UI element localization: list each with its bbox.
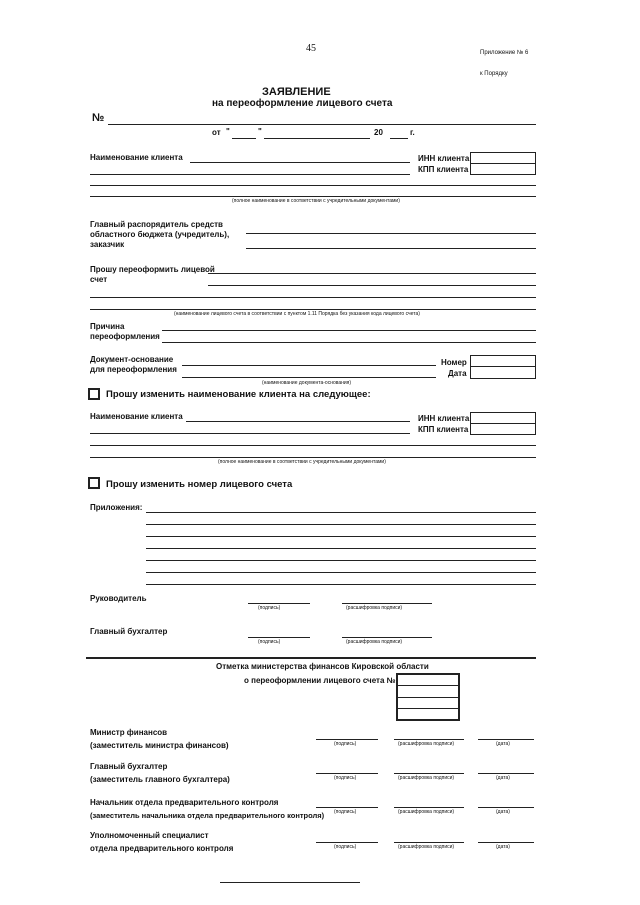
ministry-title: Отметка министерства финансов Кировской области: [216, 662, 429, 671]
chief-accountant-label: Главный бухгалтер: [90, 627, 168, 636]
section-divider: [86, 657, 536, 659]
ministry-row-3-date-caption: (дата): [496, 809, 510, 815]
attachment-line-1[interactable]: [146, 512, 536, 513]
appendix-order: к Порядку: [480, 71, 508, 77]
new-client-name-label: Наименование клиента: [90, 412, 183, 421]
ministry-row-1-label-1: Министр финансов: [90, 728, 168, 737]
basis-date-label: Дата: [448, 369, 467, 378]
ministry-row-1-sign-caption: (подпись): [334, 741, 357, 747]
head-sign-field[interactable]: [248, 603, 310, 604]
ministry-row-4-sign-caption: (подпись): [334, 844, 357, 850]
manager-label-3: заказчик: [90, 240, 125, 249]
ministry-row-4-sign[interactable]: [316, 842, 378, 843]
date-year-field[interactable]: [390, 138, 408, 139]
number-field[interactable]: [108, 124, 536, 125]
document-subtitle: на переоформление лицевого счета: [212, 98, 393, 109]
attachments-label: Приложения:: [90, 503, 143, 512]
attachment-line-5[interactable]: [146, 560, 536, 561]
client-name-line-4[interactable]: [90, 196, 536, 197]
client-name-line-2[interactable]: [90, 174, 410, 175]
date-month-field[interactable]: [264, 138, 370, 139]
attachment-line-6[interactable]: [146, 572, 536, 573]
ministry-row-4-date-caption: (дата): [496, 844, 510, 850]
new-client-kpp-box[interactable]: [470, 423, 536, 435]
ministry-row-1-decode[interactable]: [394, 739, 464, 740]
appendix-label: Приложение № 6: [480, 50, 529, 56]
chief-decode-field[interactable]: [342, 637, 432, 638]
chief-sign-field[interactable]: [248, 637, 310, 638]
client-name-label: Наименование клиента: [90, 153, 183, 162]
new-client-kpp-label: КПП клиента: [418, 425, 469, 434]
client-name-field[interactable]: [190, 162, 410, 163]
ministry-row-1-decode-caption: (расшифровка подписи): [398, 741, 455, 747]
client-inn-label: ИНН клиента: [418, 154, 470, 163]
basis-field-2[interactable]: [182, 377, 436, 378]
footer-rule: [220, 882, 360, 883]
basis-label-2: для переоформления: [90, 365, 177, 374]
ministry-subtitle: о переоформлении лицевого счета №: [244, 676, 396, 685]
request-label-2: счет: [90, 275, 108, 284]
ministry-row-4-label-2: отдела предварительного контроля: [90, 844, 234, 853]
date-year-suffix: г.: [410, 128, 415, 137]
head-decode-caption: (расшифровка подписи): [346, 605, 403, 611]
attachment-line-4[interactable]: [146, 548, 536, 549]
ministry-row-4-decode-caption: (расшифровка подписи): [398, 844, 455, 850]
change-name-checkbox[interactable]: [88, 388, 100, 400]
head-label: Руководитель: [90, 594, 147, 603]
basis-label-1: Документ-основание: [90, 355, 174, 364]
client-name-line-3[interactable]: [90, 185, 536, 186]
ministry-row-2-decode-caption: (расшифровка подписи): [398, 775, 455, 781]
ministry-row-2-sign-caption: (подпись): [334, 775, 357, 781]
new-client-name-field[interactable]: [186, 421, 410, 422]
change-number-label: Прошу изменить номер лицевого счета: [106, 479, 293, 490]
ministry-row-4-date[interactable]: [478, 842, 534, 843]
attachment-line-2[interactable]: [146, 524, 536, 525]
reason-field-1[interactable]: [162, 330, 536, 331]
ministry-row-1-label-2: (заместитель министра финансов): [90, 741, 229, 750]
chief-sign-caption: (подпись): [258, 639, 281, 645]
ministry-row-3-label-2: (заместитель начальника отдела предварительного контроля): [90, 811, 325, 820]
manager-label-2: областного бюджета (учредитель),: [90, 230, 230, 239]
document-title: ЗАЯВЛЕНИЕ: [262, 86, 331, 98]
new-client-name-line-3[interactable]: [90, 445, 536, 446]
ministry-row-3-label-1: Начальник отдела предварительного контроля: [90, 798, 279, 807]
basis-caption: (наименование документа-основания): [262, 380, 352, 386]
ministry-row-1-date-caption: (дата): [496, 741, 510, 747]
reason-label-1: Причина: [90, 322, 125, 331]
ministry-row-3-decode-caption: (расшифровка подписи): [398, 809, 455, 815]
request-caption: (наименование лицевого счета в соответствии с пунктом 1.11 Порядка без указания кода лицевого счета): [174, 311, 420, 317]
request-field-2[interactable]: [208, 285, 536, 286]
ministry-row-1-date[interactable]: [478, 739, 534, 740]
ministry-account-table[interactable]: [396, 673, 460, 721]
ministry-row-4-decode[interactable]: [394, 842, 464, 843]
request-field-1[interactable]: [208, 273, 536, 274]
ministry-row-4-label-1: Уполномоченный специалист: [90, 831, 209, 840]
client-kpp-box[interactable]: [470, 163, 536, 175]
change-number-checkbox[interactable]: [88, 477, 100, 489]
ministry-row-2-decode[interactable]: [394, 773, 464, 774]
date-year-prefix: 20: [374, 128, 383, 137]
ministry-row-2-label-2: (заместитель главного бухгалтера): [90, 775, 230, 784]
head-sign-caption: (подпись): [258, 605, 281, 611]
ministry-row-2-date-caption: (дата): [496, 775, 510, 781]
change-name-label: Прошу изменить наименование клиента на следующее:: [106, 389, 371, 400]
request-field-3[interactable]: [90, 297, 536, 298]
basis-field-1[interactable]: [182, 365, 436, 366]
new-client-name-line-4[interactable]: [90, 457, 536, 458]
date-day-field[interactable]: [232, 138, 256, 139]
attachment-line-3[interactable]: [146, 536, 536, 537]
ministry-row-3-sign[interactable]: [316, 807, 378, 808]
date-quote-open: ": [226, 127, 230, 136]
head-decode-field[interactable]: [342, 603, 432, 604]
basis-date-box[interactable]: [470, 366, 536, 379]
ministry-row-1-sign[interactable]: [316, 739, 378, 740]
new-client-caption: (полное наименование в соответствии с учредительными документами): [218, 459, 386, 465]
manager-field-2[interactable]: [246, 248, 536, 249]
ministry-row-3-sign-caption: (подпись): [334, 809, 357, 815]
ministry-row-2-sign[interactable]: [316, 773, 378, 774]
number-label: №: [92, 112, 105, 124]
new-client-name-line-2[interactable]: [90, 433, 410, 434]
ministry-row-2-label-1: Главный бухгалтер: [90, 762, 168, 771]
attachment-line-7[interactable]: [146, 584, 536, 585]
request-field-4[interactable]: [90, 309, 536, 310]
new-client-inn-label: ИНН клиента: [418, 414, 470, 423]
date-quote-close: ": [258, 127, 262, 136]
client-kpp-label: КПП клиента: [418, 165, 469, 174]
reason-label-2: переоформления: [90, 332, 160, 341]
date-from-label: от: [212, 128, 221, 137]
manager-field-1[interactable]: [246, 233, 536, 234]
client-caption: (полное наименование в соответствии с учредительными документами): [232, 198, 400, 204]
chief-decode-caption: (расшифровка подписи): [346, 639, 403, 645]
page-number: 45: [306, 43, 316, 54]
ministry-row-3-decode[interactable]: [394, 807, 464, 808]
manager-label-1: Главный распорядитель средств: [90, 220, 223, 229]
reason-field-2[interactable]: [162, 342, 536, 343]
ministry-row-2-date[interactable]: [478, 773, 534, 774]
request-label-1: Прошу переоформить лицевой: [90, 265, 215, 274]
ministry-row-3-date[interactable]: [478, 807, 534, 808]
basis-number-label: Номер: [441, 358, 467, 367]
